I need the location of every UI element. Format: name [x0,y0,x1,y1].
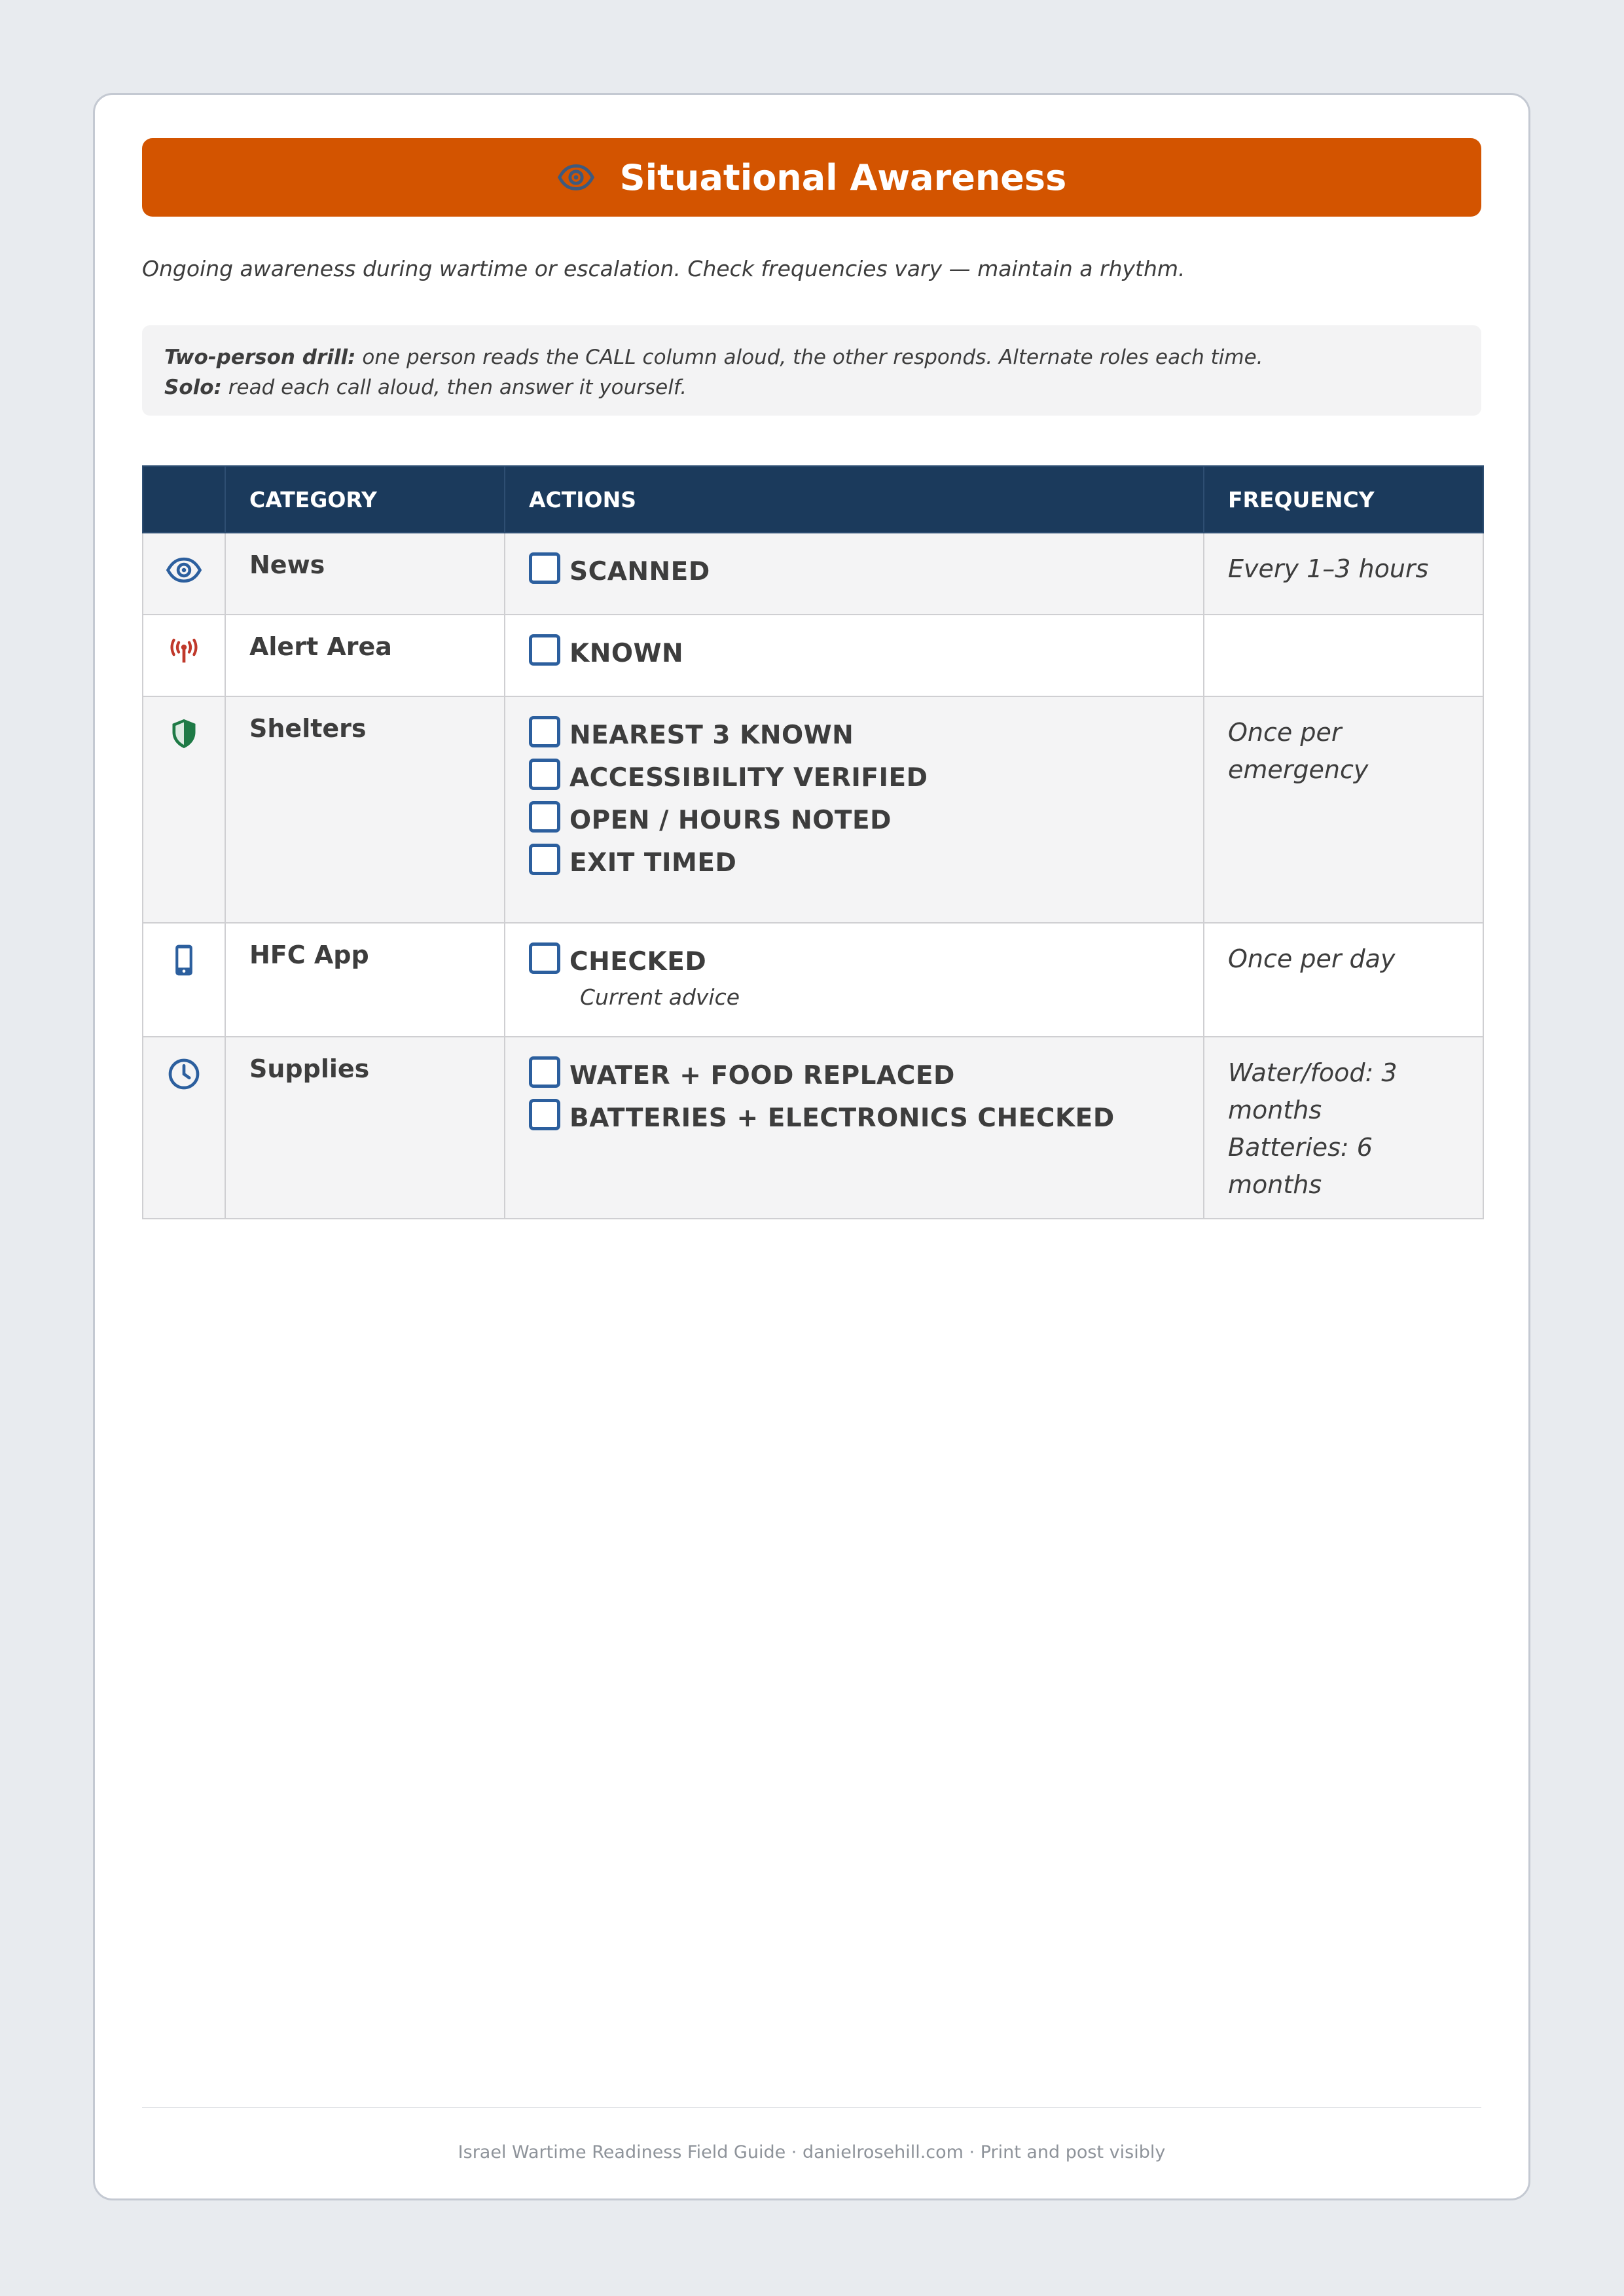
actions-cell [505,615,1204,696]
header-frequency: FREQUENCY [1204,466,1483,533]
action-label: EXIT TIMED [569,848,737,878]
frequency-text: emergency [1228,755,1369,784]
smartphone-icon [166,942,202,978]
action-item[interactable] [529,947,1180,977]
action-item[interactable] [529,721,1180,750]
action-item[interactable] [529,1061,1180,1090]
frequency-text: Water/food: 3 [1228,1058,1398,1087]
two-person-drill-label: Two-person drill: [164,346,356,369]
category-cell [225,615,505,696]
row-icon-cell [143,533,225,615]
frequency-cell [1204,1037,1483,1219]
checkbox[interactable] [529,801,560,833]
action-item[interactable] [529,848,1180,878]
frequency-text: Once per day [1228,944,1396,973]
checkbox[interactable] [529,552,560,584]
actions-cell [505,696,1204,923]
checkbox[interactable] [529,759,560,790]
frequency-text: Batteries: 6 [1228,1133,1373,1162]
table-row [143,1037,1483,1219]
action-item[interactable] [529,806,1180,835]
frequency-cell [1204,533,1483,615]
table-row [143,923,1483,1037]
frequency-cell [1204,615,1483,696]
frequency-text: Once per [1228,718,1342,747]
header-category: CATEGORY [225,466,505,533]
shield-icon [166,715,202,752]
action-item[interactable] [529,639,1180,668]
frequency-cell [1204,923,1483,1037]
row-icon-cell [143,1037,225,1219]
page-footer: Israel Wartime Readiness Field Guide · danielrosehill.com · Print and post visibly [458,2142,1166,2162]
category-label: Shelters [249,714,367,743]
footer-divider [142,2107,1481,2108]
action-item[interactable] [529,1103,1180,1133]
signal-tower-icon [166,634,202,670]
awareness-checklist-table [142,465,1484,1219]
row-icon-cell [143,923,225,1037]
drill-instructions [142,325,1481,416]
frequency-text: Every 1–3 hours [1228,554,1429,583]
eye-icon [557,158,595,196]
frequency-text: months [1228,1170,1322,1199]
row-icon-cell [143,696,225,923]
two-person-drill-line [164,342,1459,372]
table-row [143,615,1483,696]
checkbox[interactable] [529,844,560,875]
action-label: KNOWN [569,639,684,668]
category-label: News [249,550,325,579]
header-icon [143,466,225,533]
frequency-text: months [1228,1096,1322,1124]
solo-drill-line [164,372,1459,403]
action-item[interactable] [529,557,1180,586]
eye-icon [166,552,202,588]
action-item[interactable] [529,763,1180,793]
action-note: Current advice [580,984,740,1010]
actions-cell [505,923,1204,1037]
action-label: BATTERIES + ELECTRONICS CHECKED [569,1103,1115,1133]
checkbox[interactable] [529,1099,560,1130]
header-actions: ACTIONS [505,466,1204,533]
two-person-drill-text: one person reads the CALL column aloud, the other responds. Alternate roles each time. [355,346,1263,369]
category-label: Alert Area [249,632,392,661]
checkbox[interactable] [529,716,560,747]
category-label: HFC App [249,941,369,969]
checklist-page [93,93,1530,2200]
category-label: Supplies [249,1054,370,1083]
clock-icon [166,1056,202,1092]
intro-text: Ongoing awareness during wartime or escalation. Check frequencies vary — maintain a rhythm. [142,256,1185,281]
category-cell [225,696,505,923]
action-label: OPEN / HOURS NOTED [569,806,892,835]
table-row [143,696,1483,923]
checkbox[interactable] [529,634,560,666]
category-cell [225,923,505,1037]
row-icon-cell [143,615,225,696]
section-title: Situational Awareness [619,156,1067,198]
action-label: CHECKED [569,947,707,977]
solo-drill-text: read each call aloud, then answer it yourself. [221,376,687,399]
action-label: SCANNED [569,557,710,586]
table-row [143,533,1483,615]
checkbox[interactable] [529,1056,560,1088]
category-cell [225,533,505,615]
section-banner [142,138,1481,217]
solo-drill-label: Solo: [164,376,222,399]
actions-cell [505,533,1204,615]
category-cell [225,1037,505,1219]
table-header-row [143,466,1483,533]
action-label: NEAREST 3 KNOWN [569,721,854,750]
actions-cell [505,1037,1204,1219]
frequency-cell [1204,696,1483,923]
action-label: WATER + FOOD REPLACED [569,1061,955,1090]
action-label: ACCESSIBILITY VERIFIED [569,763,928,793]
checkbox[interactable] [529,942,560,974]
